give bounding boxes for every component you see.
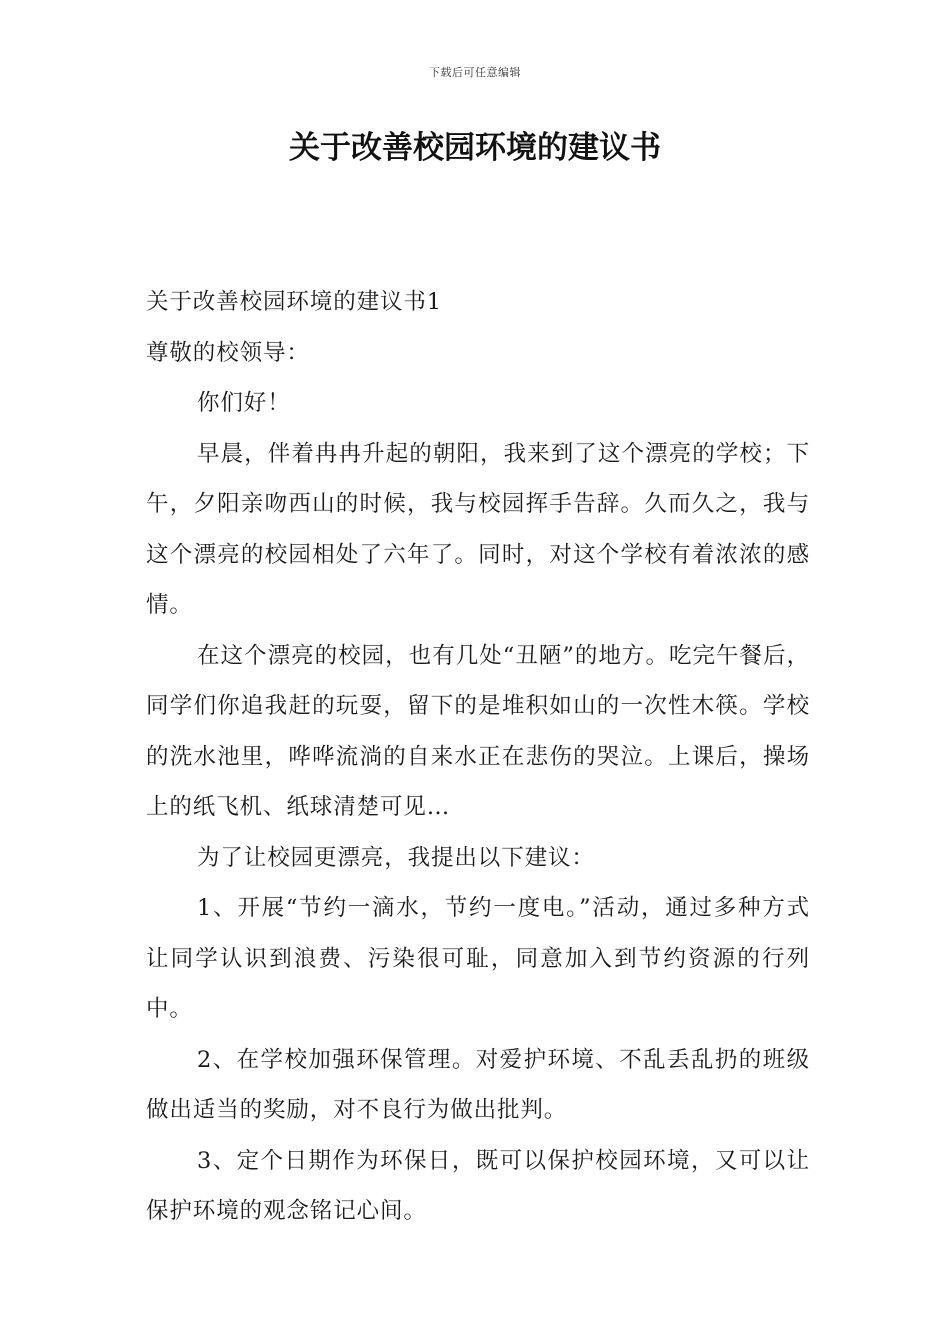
salutation: 尊敬的校领导： bbox=[146, 339, 310, 366]
suggestion-item-3: 3、定个日期作为环保日，既可以保护校园环境，又可以让保护环境的观念铭记心间。 bbox=[146, 1147, 810, 1224]
suggestion-item-2: 2、在学校加强环保管理。对爱护环境、不乱丢乱扔的班级做出适当的奖励，对不良行为做出批判。 bbox=[146, 1046, 810, 1123]
paragraph-intro: 早晨，伴着冉冉升起的朝阳，我来到了这个漂亮的学校；下午，夕阳亲吻西山的时候，我与校园挥手告辞。久而久之，我与这个漂亮的校园相处了六年了。同时，对这个学校有着浓浓的感情。 bbox=[146, 440, 810, 618]
paragraph-proposal-lead: 为了让校园更漂亮，我提出以下建议： bbox=[197, 844, 595, 871]
document-title: 关于改善校园环境的建议书 bbox=[289, 130, 661, 166]
greeting: 你们好！ bbox=[197, 390, 291, 416]
header-note: 下载后可任意编辑 bbox=[429, 66, 521, 79]
paragraph-problems: 在这个漂亮的校园，也有几处“丑陋”的地方。吃完午餐后，同学们你追我赶的玩耍，留下的是堆积如山的一次性木筷。学校的洗水池里，哗哗流淌的自来水正在悲伤的哭泣。上课后，操场上的纸飞机、纸球清楚可见… bbox=[146, 642, 810, 820]
document-body bbox=[146, 277, 810, 1237]
suggestion-item-1: 1、开展“节约一滴水，节约一度电。”活动，通过多种方式让同学认识到浪费、污染很可耻，同意加入到节约资源的行列中。 bbox=[146, 895, 810, 1022]
section-heading: 关于改善校园环境的建议书1 bbox=[146, 289, 443, 315]
